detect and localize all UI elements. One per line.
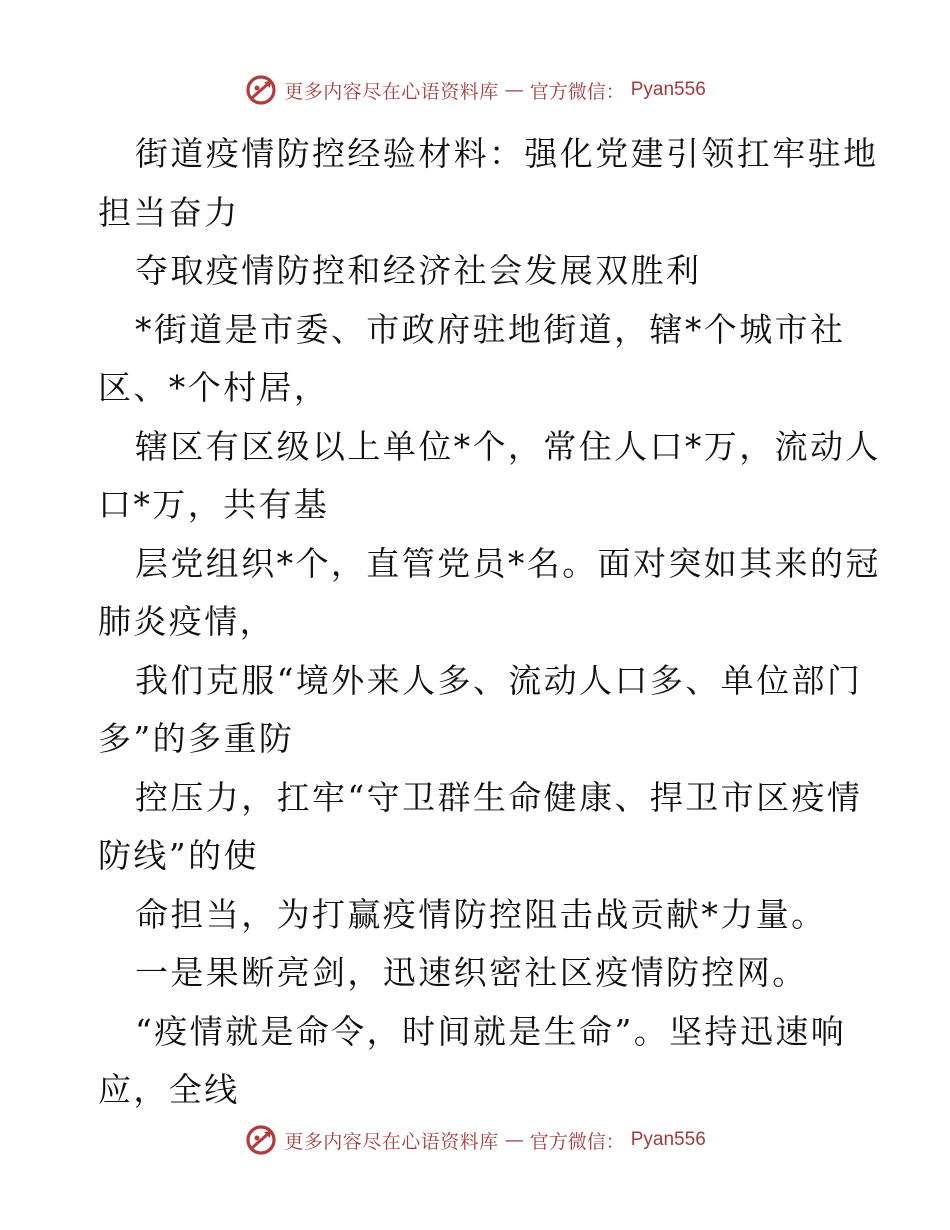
- text-line: 我们克服“境外来人多、流动人口多、单位部门: [135, 660, 863, 700]
- banner-site-name: 更多内容尽在心语资料库: [284, 80, 499, 103]
- text-line: 命担当，为打赢疫情防控阻击战贡献*力量。: [135, 894, 827, 934]
- text-line: 一是果断亮剑，迅速织密社区疫情防控网。: [135, 953, 808, 992]
- text-line: 控压力，扛牢“守卫群生命健康、捍卫市区疫情: [135, 777, 863, 817]
- text-line: 防线”的使: [98, 836, 259, 875]
- document-body: [98, 125, 881, 1120]
- logo-icon: [244, 73, 278, 107]
- text-line: 多”的多重防: [98, 719, 295, 758]
- text-line: 夺取疫情防控和经济社会发展双胜利: [135, 251, 702, 290]
- text-line: 辖区有区级以上单位*个，常住人口*万，流动人: [135, 426, 881, 466]
- text-line: “疫情就是命令，时间就是生命”。坚持迅速响: [135, 1011, 847, 1051]
- text-line: 应，全线: [98, 1070, 240, 1109]
- banner-inner: [244, 1123, 706, 1157]
- banner-site-name: 更多内容尽在心语资料库: [284, 1130, 499, 1153]
- footer-banner: [0, 1120, 950, 1160]
- logo-icon: [244, 1123, 278, 1157]
- text-line: 街道疫情防控经验材料：强化党建引领扛牢驻地: [135, 134, 879, 173]
- text-line: *街道是市委、市政府驻地街道，辖*个城市社: [135, 309, 846, 349]
- banner-wechat-label: 官方微信：: [529, 1130, 625, 1153]
- text-line: 担当奋力: [98, 192, 240, 232]
- text-line: 肺炎疫情，: [98, 602, 275, 641]
- banner-separator: —: [504, 79, 524, 101]
- banner-wechat-id: Pyan556: [630, 79, 706, 100]
- banner-wechat-id: Pyan556: [630, 1129, 706, 1150]
- banner-separator: —: [504, 1129, 524, 1151]
- banner-wechat-label: 官方微信：: [529, 80, 625, 103]
- text-line: 区、*个村居，: [98, 368, 330, 407]
- text-line: 层党组织*个，直管党员*名。面对突如其来的冠: [135, 543, 881, 583]
- banner-inner: [244, 73, 706, 107]
- header-banner: [0, 70, 950, 110]
- text-line: 口*万，共有基: [98, 485, 330, 524]
